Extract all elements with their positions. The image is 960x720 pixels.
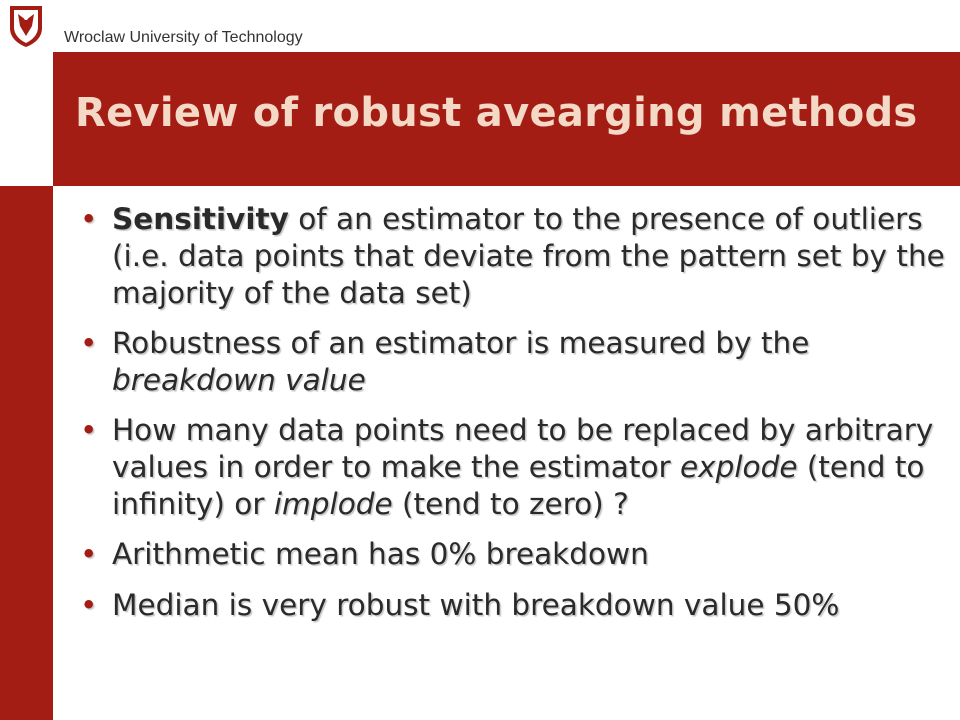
left-accent-bar xyxy=(0,186,53,720)
bullet-item xyxy=(78,325,950,399)
bullet-item xyxy=(78,536,950,573)
bullet-item xyxy=(78,412,950,523)
bullet-item xyxy=(78,587,950,624)
title-band xyxy=(53,52,960,186)
university-logo-icon xyxy=(6,4,46,48)
bullet-text-bold: Sensitivity xyxy=(112,202,289,236)
bullet-text-italic: breakdown value xyxy=(112,363,366,397)
bullet-text-italic: implode xyxy=(273,487,393,521)
bullet-text: Median is very robust with breakdown value 50% xyxy=(112,588,840,622)
slide-title: Review of robust avearging methods xyxy=(75,90,918,136)
bullet-list xyxy=(78,201,950,637)
bullet-text: Arithmetic mean has 0% breakdown xyxy=(112,537,649,571)
bullet-text-italic: explode xyxy=(680,450,798,484)
bullet-text: (tend to infinity) or xyxy=(112,450,925,521)
bullet-text: (tend to zero) ? xyxy=(392,487,629,521)
university-name: Wroclaw University of Technology xyxy=(64,29,303,46)
bullet-text: Robustness of an estimator is measured by the xyxy=(112,326,810,360)
bullet-item xyxy=(78,201,950,312)
bullet-text: How many data points need to be replaced by arbitrary values in order to make the estimator xyxy=(112,413,934,484)
bullet-text: of an estimator to the presence of outliers (i.e. data points that deviate from the pattern set by the majority of the data set) xyxy=(112,202,945,310)
